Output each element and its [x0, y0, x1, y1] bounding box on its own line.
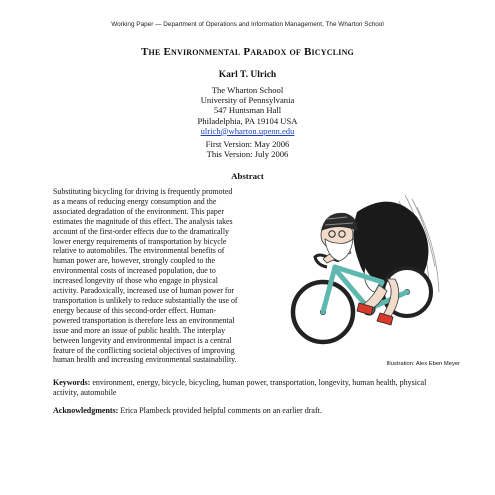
abstract-line: feature of the conflicting societal objectives of improving	[53, 345, 235, 355]
affiliation-block	[0, 85, 495, 136]
running-header: Working Paper — Department of Operations and Information Management, The Wharton School	[111, 21, 384, 28]
email-link[interactable]: ulrich@wharton.upenn.edu	[200, 125, 295, 136]
acknowledgments-text: Erica Plambeck provided helpful comments on an earlier draft.	[118, 406, 322, 415]
abstract-line: energy because of this second-order effect. Human-	[53, 305, 216, 315]
author-name: Karl T. Ulrich	[218, 70, 277, 80]
abstract-line: as a means of reducing energy consumption and the	[53, 196, 217, 206]
affiliation-line: The Wharton School	[211, 85, 284, 95]
abstract-body	[53, 187, 287, 365]
first-version: First Version: May 2006	[205, 139, 290, 149]
affiliation-line: Philadelphia, PA 19104 USA	[197, 115, 298, 126]
cyclist-illustration	[287, 187, 447, 357]
abstract-line: Substituting bicycling for driving is frequently promoted	[53, 187, 233, 196]
abstract-line: account of the first-order effects due to the dramatically	[53, 226, 230, 236]
abstract-line: increased longevity of those who engage in physical	[53, 276, 218, 286]
illustration-credit: Illustration: Alex Eben Meyer	[386, 361, 460, 367]
acknowledgments-paragraph	[53, 406, 453, 416]
version-dates	[0, 139, 495, 159]
abstract-line: activity. Paradoxically, increased use of human power for	[53, 286, 235, 296]
abstract-line: estimates the magnitude of this effect. The analysis takes	[53, 216, 233, 226]
keywords-label: Keywords:	[53, 378, 91, 387]
affiliation-line: 547 Huntsman Hall	[213, 105, 282, 116]
abstract-line: relative to automobiles. The environmental benefits of	[53, 246, 225, 256]
abstract-line: human power are, however, strongly coupled to the	[53, 256, 216, 266]
abstract-line: issue and more an issue of public health. The interplay	[53, 325, 226, 335]
keywords-text: environment, energy, bicycle, bicycling, human power, transportation, longevity, human health, physical activity, automobile	[53, 378, 427, 397]
abstract-line: powered transportation is therefore less an environmental	[53, 315, 235, 325]
abstract-line: lower energy requirements of transportation by bicycle	[53, 236, 227, 246]
acknowledgments-label: Acknowledgments:	[53, 406, 119, 415]
paper-title: The Environmental Paradox of Bicycling	[141, 46, 354, 58]
cyclist-drawing	[287, 187, 447, 357]
this-version: This Version: July 2006	[206, 149, 289, 160]
abstract-heading: Abstract	[231, 171, 264, 181]
abstract-line: transportation is unlikely to reduce substantially the use of	[53, 295, 238, 305]
abstract-line: human health and increasing environmental sustainability.	[53, 355, 237, 365]
keywords-paragraph	[53, 378, 453, 398]
abstract-line: environmental costs of increased population, due to	[53, 266, 216, 276]
abstract-line: associated degradation of the environment. This paper	[53, 206, 224, 216]
abstract-line: between longevity and environmental impact is a central	[53, 335, 232, 345]
affiliation-line: University of Pennsylvania	[200, 95, 295, 106]
